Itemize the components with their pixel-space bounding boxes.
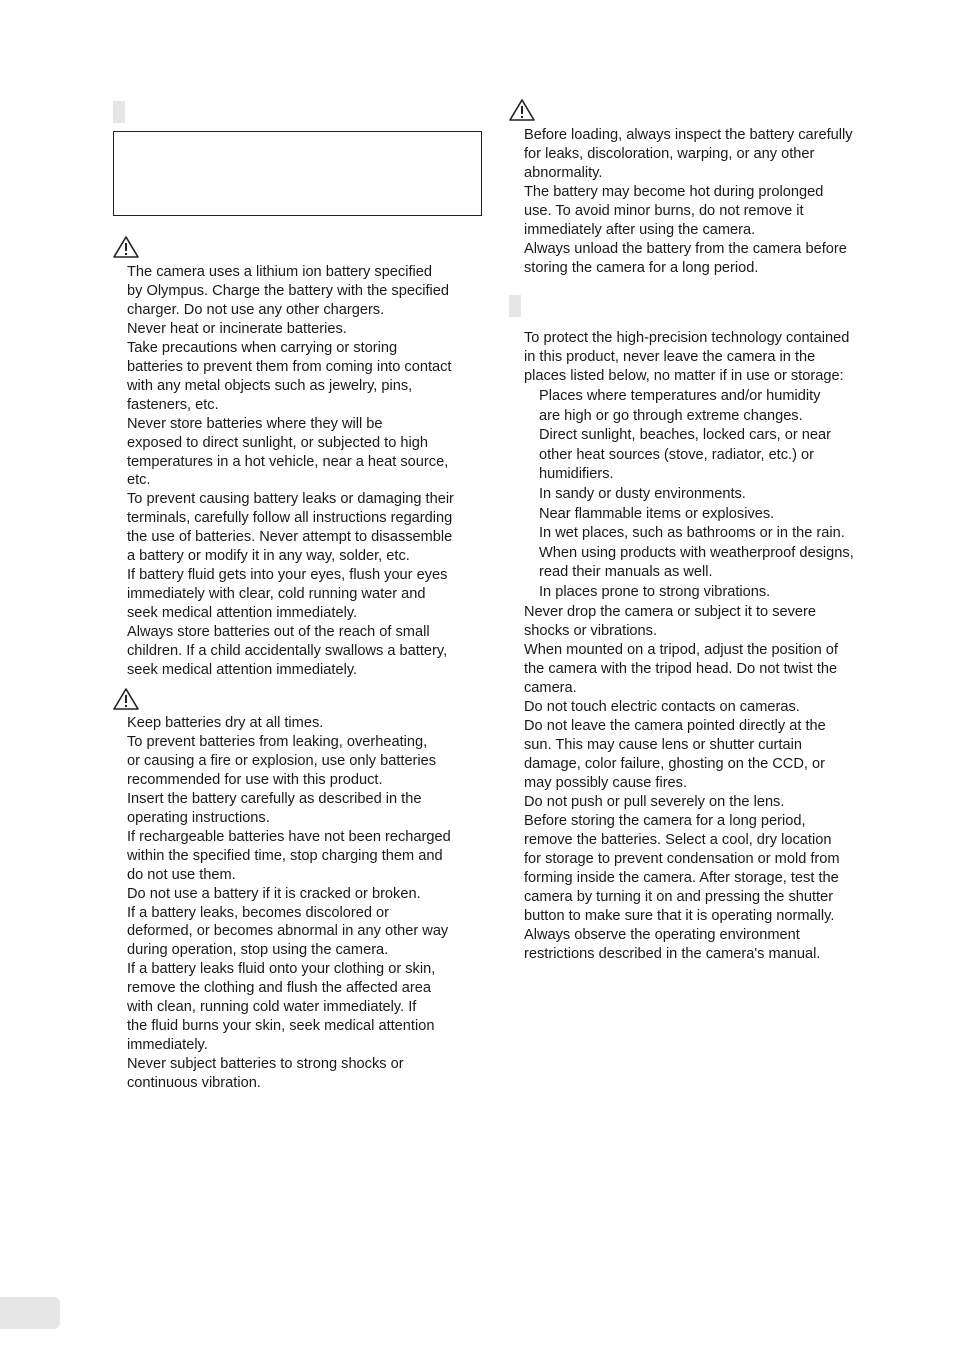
text-line: other heat sources (stove, radiator, etc.) or (539, 446, 814, 463)
text-line: places listed below, no matter if in use or storage: (524, 368, 844, 385)
warning-triangle-icon (112, 235, 140, 259)
text-line: To prevent batteries from leaking, overheating, (127, 733, 428, 750)
text-line: read their manuals as well. (539, 564, 713, 581)
text-line: When mounted on a tripod, adjust the position of (524, 642, 838, 658)
text-line: a battery or modify it in any way, solder, etc. (127, 548, 410, 565)
text-line: etc. (127, 472, 151, 489)
text-line: If rechargeable batteries have not been recharged (127, 828, 451, 845)
warning-triangle-icon (508, 98, 536, 122)
text-line: In places prone to strong vibrations. (539, 584, 771, 600)
text-line: If a battery leaks fluid onto your clothing or skin, (127, 961, 436, 978)
text-line: remove the batteries. Select a cool, dry location (524, 832, 832, 848)
text-line: for storage to prevent condensation or mold from (524, 851, 840, 867)
text-line: seek medical attention immediately. (127, 661, 358, 678)
text-line: Always unload the battery from the camera before (524, 240, 847, 257)
text-line: do not use them. (127, 866, 236, 883)
text-line: terminals, carefully follow all instructions regarding (127, 510, 453, 527)
section-marker-right (509, 295, 521, 317)
warning-triangle-icon (112, 687, 140, 711)
text-line: Never heat or incinerate batteries. (127, 320, 347, 337)
text-line: the fluid burns your skin, seek medical attention (127, 1018, 435, 1035)
text-line: Before loading, always inspect the battery carefully (524, 127, 853, 143)
text-line: for leaks, discoloration, warping, or any other (524, 145, 815, 162)
text-line: To prevent causing battery leaks or damaging their (127, 491, 454, 508)
text-line: sun. This may cause lens or shutter curtain (524, 737, 802, 753)
text-line: shocks or vibrations. (524, 623, 658, 639)
text-line: abnormality. (524, 164, 603, 181)
text-line: When using products with weatherproof designs, (539, 544, 854, 561)
text-line: charger. Do not use any other chargers. (127, 301, 385, 318)
text-line: fasteners, etc. (127, 396, 219, 413)
text-line: Do not leave the camera pointed directly at the (524, 718, 826, 734)
text-line: In wet places, such as bathrooms or in the rain. (539, 525, 845, 542)
text-line: may possibly cause fires. (524, 775, 688, 791)
text-line: Never store batteries where they will be (127, 415, 383, 432)
text-line: batteries to prevent them from coming into contact (127, 358, 452, 375)
text-line: with any metal objects such as jewelry, pins, (127, 377, 413, 394)
text-line: Never subject batteries to strong shocks or (127, 1056, 404, 1073)
text-line: exposed to direct sunlight, or subjected to high (127, 434, 428, 451)
text-line: use. To avoid minor burns, do not remove it (524, 202, 804, 219)
text-line: button to make sure that it is operating normally. (524, 908, 835, 924)
text-line: or causing a fire or explosion, use only batteries (127, 752, 437, 769)
text-line: humidifiers. (539, 466, 614, 483)
text-line: camera. (524, 680, 577, 696)
text-line: by Olympus. Charge the battery with the specified (127, 282, 450, 299)
text-line: during operation, stop using the camera. (127, 942, 389, 959)
text-line: If a battery leaks, becomes discolored or (127, 904, 390, 921)
text-line: the use of batteries. Never attempt to disassemble (127, 529, 453, 546)
text-line: immediately with clear, cold running water and (127, 586, 426, 603)
text-line: remove the clothing and flush the affected area (127, 980, 431, 997)
text-line: storing the camera for a long period. (524, 259, 759, 276)
page-tab (0, 1297, 60, 1329)
text-line: recommended for use with this product. (127, 771, 383, 788)
text-line: with clean, running cold water immediately. If (127, 999, 417, 1016)
text-line: immediately. (127, 1037, 208, 1054)
text-line: in this product, never leave the camera in the (524, 349, 816, 366)
text-line: Do not use a battery if it is cracked or broken. (127, 885, 421, 902)
text-line: deformed, or becomes abnormal in any other way (127, 923, 449, 940)
text-line: camera by turning it on and pressing the shutter (524, 889, 834, 905)
text-line: immediately after using the camera. (524, 221, 756, 238)
text-line: within the specified time, stop charging them and (127, 847, 443, 864)
text-line: In sandy or dusty environments. (539, 486, 746, 502)
text-line: If battery fluid gets into your eyes, flush your eyes (127, 567, 448, 584)
text-line: restrictions described in the camera's manual. (524, 946, 821, 962)
text-line: To protect the high-precision technology contained (524, 330, 850, 346)
text-line: continuous vibration. (127, 1075, 261, 1092)
text-line: seek medical attention immediately. (127, 605, 358, 622)
text-line: Before storing the camera for a long period, (524, 813, 806, 829)
text-line: The battery may become hot during prolonged (524, 183, 824, 200)
text-line: Insert the battery carefully as described in the (127, 790, 422, 807)
text-line: Places where temperatures and/or humidity (539, 388, 821, 404)
text-line: children. If a child accidentally swallows a battery, (127, 643, 448, 659)
text-line: operating instructions. (127, 809, 270, 826)
text-line: Do not push or pull severely on the lens. (524, 794, 785, 810)
text-line: The camera uses a lithium ion battery specified (127, 264, 432, 280)
text-line: forming inside the camera. After storage, test the (524, 870, 839, 886)
warning-heading-box (113, 131, 482, 216)
section-marker-left (113, 101, 125, 123)
text-line: Direct sunlight, beaches, locked cars, or near (539, 427, 832, 444)
text-line: Keep batteries dry at all times. (127, 715, 324, 731)
text-line: Do not touch electric contacts on cameras. (524, 699, 800, 715)
text-line: Always store batteries out of the reach of small (127, 624, 430, 641)
text-line: Take precautions when carrying or storing (127, 339, 398, 356)
text-line: temperatures in a hot vehicle, near a heat source, (127, 453, 449, 470)
text-line: damage, color failure, ghosting on the CCD, or (524, 756, 825, 772)
text-line: are high or go through extreme changes. (539, 407, 803, 424)
text-line: the camera with the tripod head. Do not twist the (524, 661, 838, 677)
text-line: Never drop the camera or subject it to severe (524, 604, 817, 620)
text-line: Near flammable items or explosives. (539, 505, 775, 522)
text-line: Always observe the operating environment (524, 927, 800, 943)
